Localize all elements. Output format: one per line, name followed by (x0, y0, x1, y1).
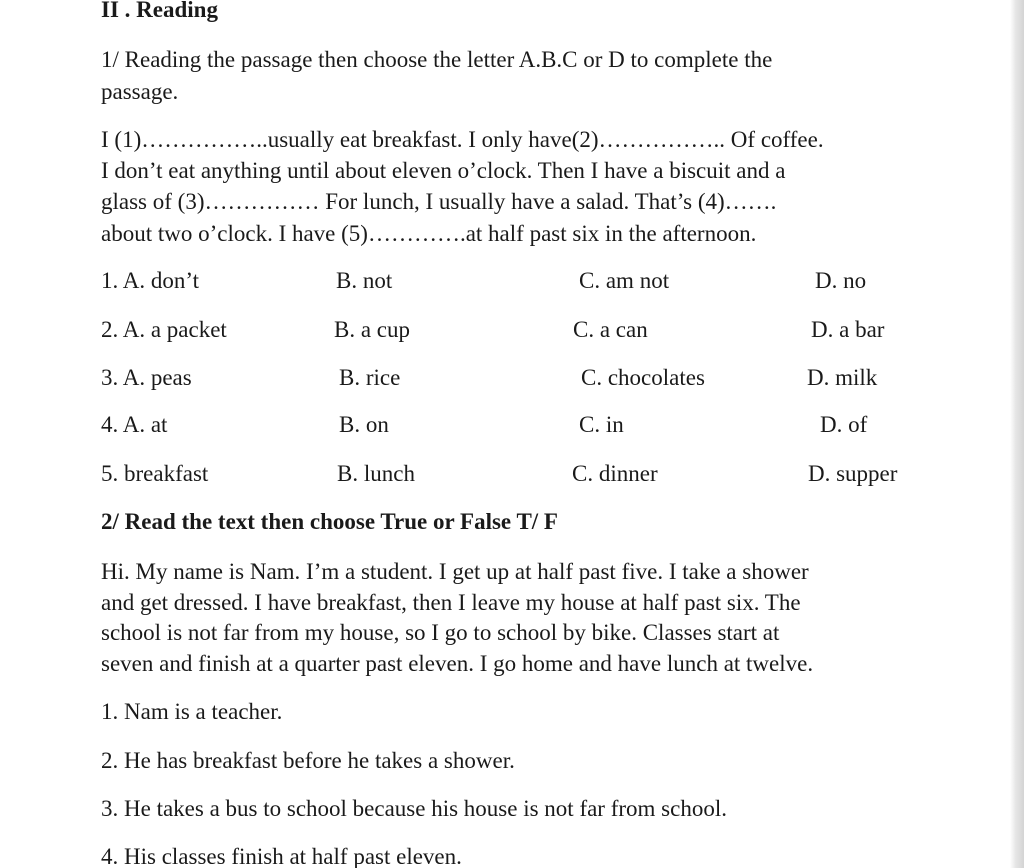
question-5-option-b: B. lunch (337, 461, 415, 486)
question-4-option-c: C. in (579, 412, 624, 437)
passage-line: glass of (3)…………… For lunch, I usually have a salad. That’s (4)……. (101, 189, 777, 214)
question-3-option-d: D. milk (807, 365, 878, 390)
question-5-option-c: C. dinner (572, 461, 658, 486)
question-1-option-a: 1. A. don’t (101, 268, 199, 293)
question-4-option-a: 4. A. at (101, 412, 168, 437)
passage-line: I don’t eat anything until about eleven o’clock. Then I have a biscuit and a (101, 158, 786, 183)
question-2-option-a: 2. A. a packet (101, 317, 227, 342)
statement-1: 1. Nam is a teacher. (101, 699, 283, 724)
question-5-option-d: D. supper (808, 461, 898, 486)
question-3-option-a: 3. A. peas (101, 365, 192, 390)
page-edge-shadow (1010, 0, 1024, 868)
passage-line: about two o’clock. I have (5)………….at half past six in the afternoon. (101, 221, 757, 246)
question-2-option-b: B. a cup (334, 317, 411, 342)
question-4-option-b: B. on (339, 412, 389, 437)
part2-heading: 2/ Read the text then choose True or False T/ F (101, 509, 558, 534)
text-line: Hi. My name is Nam. I’m a student. I get up at half past five. I take a shower (101, 559, 809, 584)
text-line: and get dressed. I have breakfast, then I leave my house at half past six. The (101, 590, 801, 615)
passage-line: I (1)……………..usually eat breakfast. I only have(2)…………….. Of coffee. (101, 127, 824, 152)
text-line: seven and finish at a quarter past eleven. I go home and have lunch at twelve. (101, 651, 814, 676)
question-3-option-b: B. rice (339, 365, 401, 390)
question-1-option-c: C. am not (579, 268, 670, 293)
text-line: school is not far from my house, so I go to school by bike. Classes start at (101, 620, 780, 645)
instruction-line: passage. (101, 79, 179, 104)
section-title: II . Reading (101, 0, 218, 22)
instruction-line: 1/ Reading the passage then choose the letter A.B.C or D to complete the (101, 47, 773, 72)
question-2-option-c: C. a can (573, 317, 648, 342)
question-5-option-a: 5. breakfast (101, 461, 209, 486)
question-1-option-b: B. not (336, 268, 393, 293)
statement-3: 3. He takes a bus to school because his house is not far from school. (101, 796, 727, 821)
question-1-option-d: D. no (815, 268, 867, 293)
question-2-option-d: D. a bar (811, 317, 885, 342)
statement-2: 2. He has breakfast before he takes a shower. (101, 748, 515, 773)
question-4-option-d: D. of (820, 412, 868, 437)
statement-4: 4. His classes finish at half past eleven. (101, 844, 462, 868)
question-3-option-c: C. chocolates (581, 365, 705, 390)
